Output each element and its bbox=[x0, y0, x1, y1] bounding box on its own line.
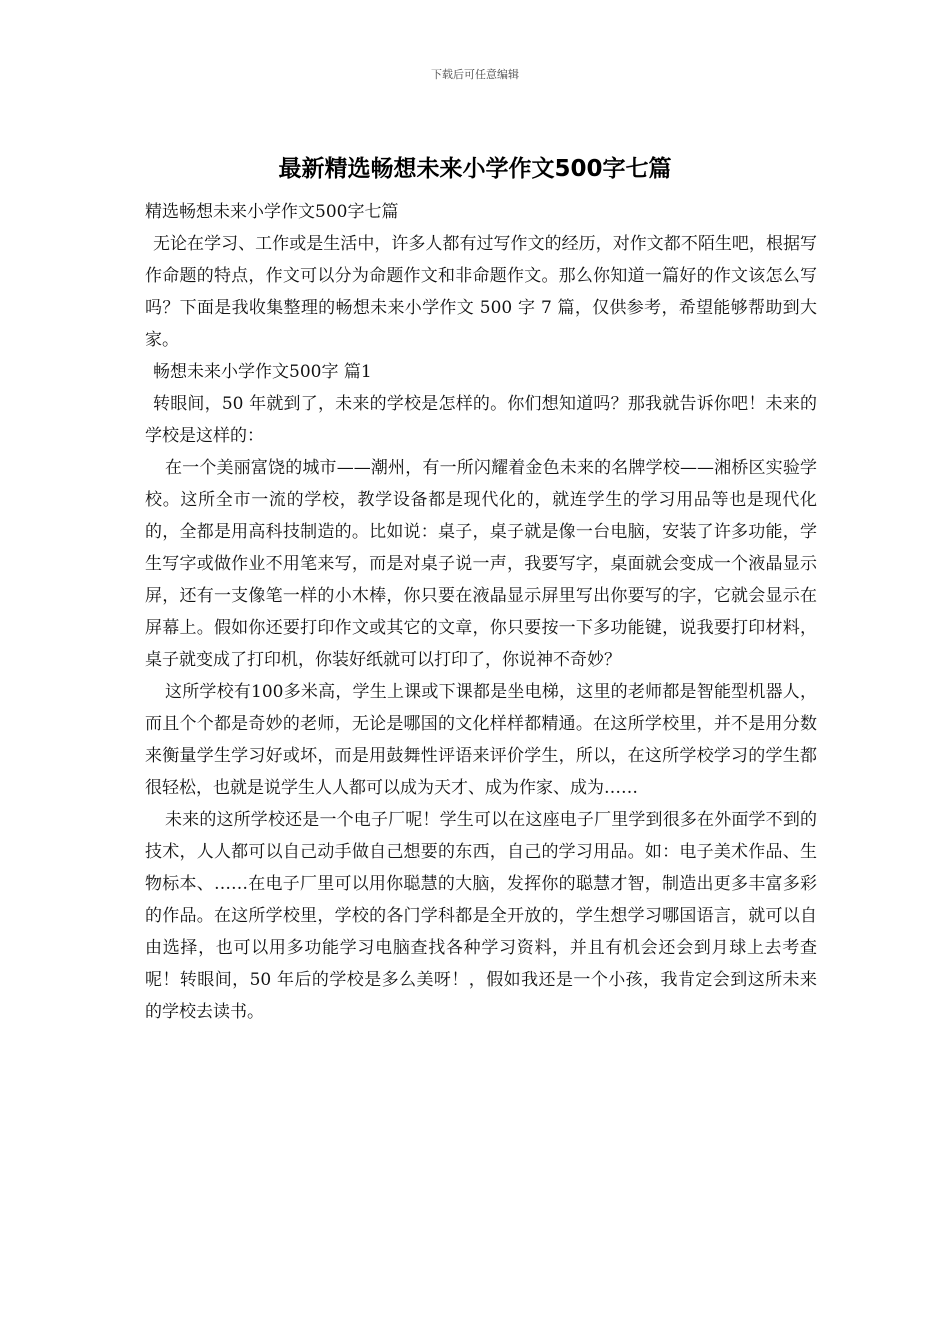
document-subtitle: 精选畅想未来小学作文500字七篇 bbox=[145, 202, 399, 222]
paragraph: 这所学校有100多米高，学生上课或下课都是坐电梯，这里的老师都是智能型机器人，而且个个都是奇妙的老师，无论是哪国的文化样样都精通。在这所学校里，并不是用分数来衡量学生学习好或坏，而是用鼓舞性评语来评价学生，所以，在这所学校学习的学生都很轻松，也就是说学生人人都可以成为天才、成为作家、成为…… bbox=[145, 682, 817, 798]
paragraph: 在一个美丽富饶的城市——潮州，有一所闪耀着金色未来的名牌学校——湘桥区实验学校。这所全市一流的学校，教学设备都是现代化的，就连学生的学习用品等也是现代化的，全都是用高科技制造的。比如说：桌子，桌子就是像一台电脑，安装了许多功能，学生写字或做作业不用笔来写，而是对桌子说一声，我要写字，桌面就会变成一个液晶显示屏，还有一支像笔一样的小木棒，你只要在液晶显示屏里写出你要写的字，它就会显示在屏幕上。假如你还要打印作文或其它的文章，你只要按一下多功能键，说我要打印材料，桌子就变成了打印机，你装好纸就可以打印了，你说神不奇妙？ bbox=[145, 458, 817, 670]
document-body bbox=[145, 196, 817, 1028]
section-heading: 畅想未来小学作文500字 篇1 bbox=[153, 362, 372, 382]
page-header: 下载后可任意编辑 bbox=[431, 68, 519, 81]
document-title: 最新精选畅想未来小学作文500字七篇 bbox=[278, 156, 672, 182]
paragraph: 转眼间，50 年就到了，未来的学校是怎样的。你们想知道吗？那我就告诉你吧！未来的学校是这样的： bbox=[145, 394, 817, 446]
paragraph: 未来的这所学校还是一个电子厂呢！学生可以在这座电子厂里学到很多在外面学不到的技术，人人都可以自己动手做自己想要的东西，自己的学习用品。如：电子美术作品、生物标本、……在电子厂里可以用你聪慧的大脑，发挥你的聪慧才智，制造出更多丰富多彩的作品。在这所学校里，学校的各门学科都是全开放的，学生想学习哪国语言，就可以自由选择，也可以用多功能学习电脑查找各种学习资料，并且有机会还会到月球上去考查呢！转眼间，50 年后的学校是多么美呀！，假如我还是一个小孩，我肯定会到这所未来的学校去读书。 bbox=[145, 810, 817, 1022]
paragraph-intro: 无论在学习、工作或是生活中，许多人都有过写作文的经历，对作文都不陌生吧，根据写作命题的特点，作文可以分为命题作文和非命题作文。那么你知道一篇好的作文该怎么写吗？下面是我收集整理的畅想未来小学作文 500 字 7 篇，仅供参考，希望能够帮助到大家。 bbox=[145, 234, 817, 350]
